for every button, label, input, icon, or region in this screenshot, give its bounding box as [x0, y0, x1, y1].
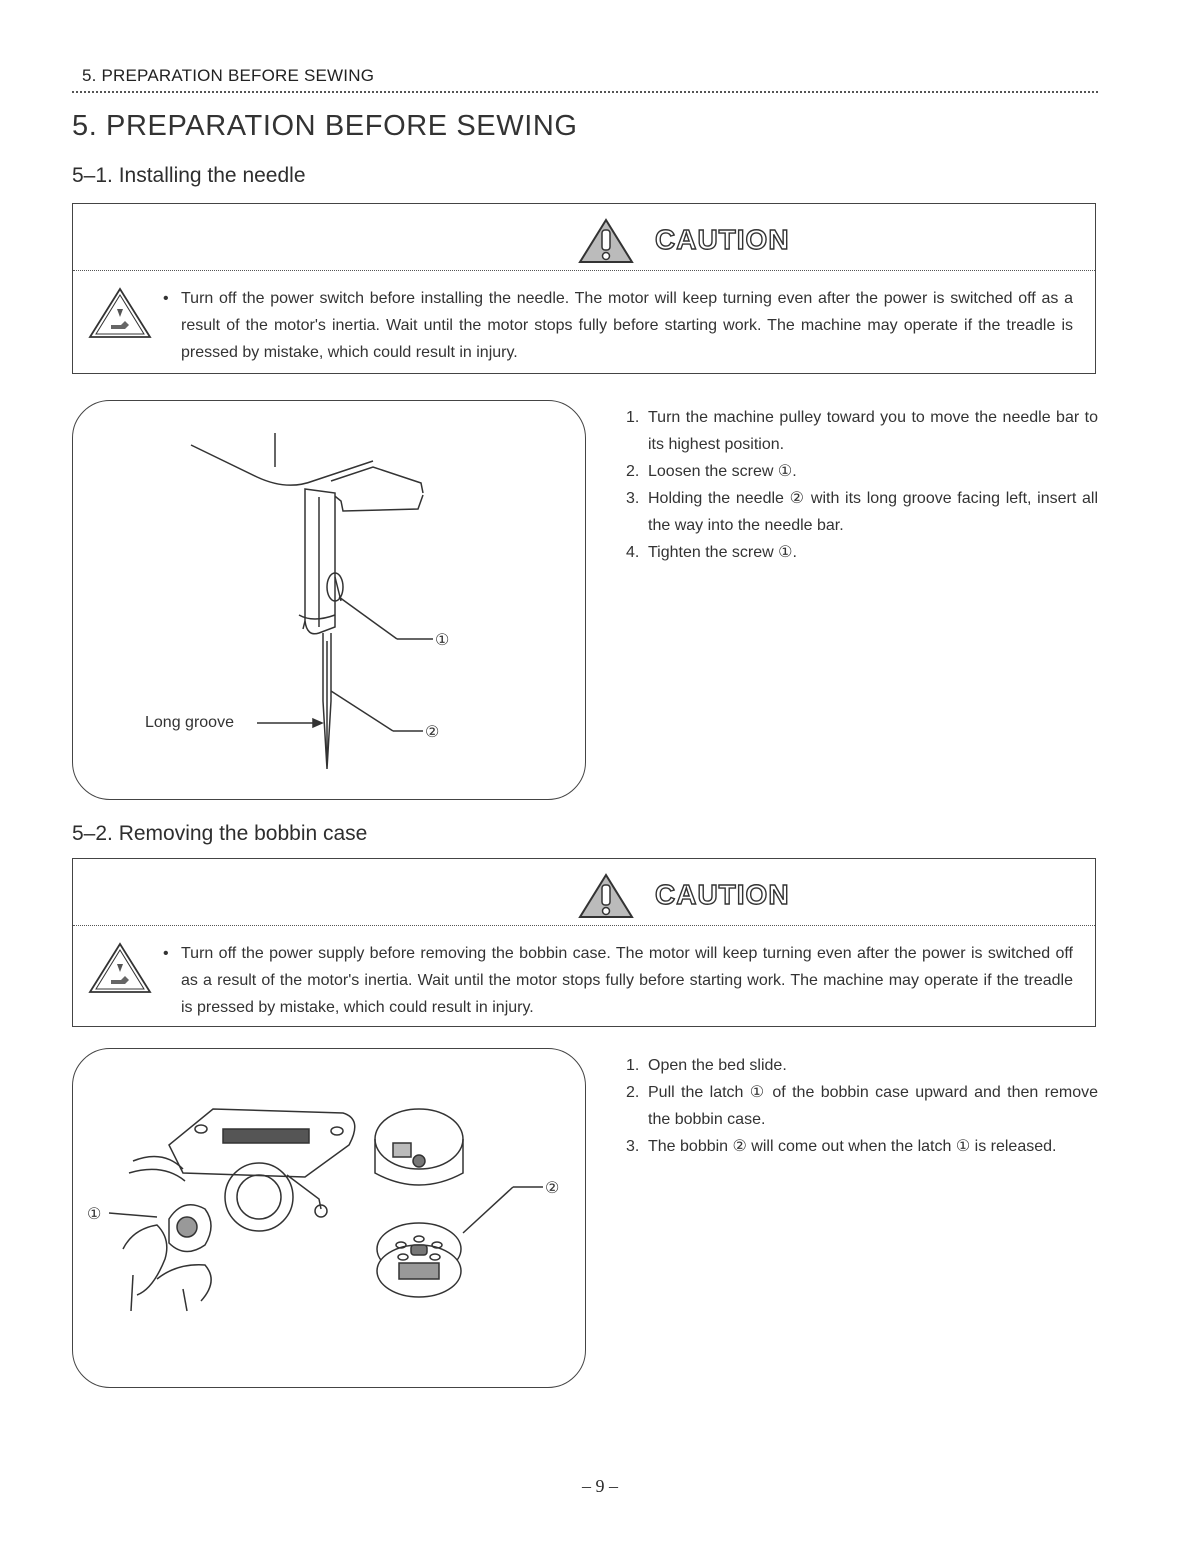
- bullet: •: [163, 945, 169, 962]
- list-item: [626, 539, 1098, 566]
- running-header: 5. PREPARATION BEFORE SEWING: [82, 66, 375, 85]
- needle-figure: [72, 400, 586, 800]
- caution-body: [73, 926, 1095, 1026]
- step-text: Tighten the screw ①.: [648, 544, 797, 561]
- step-text: Turn the machine pulley toward you to move the needle bar to its highest position.: [648, 409, 1098, 453]
- needle-illustration: [73, 401, 587, 801]
- page-number: – 9 –: [582, 1476, 618, 1496]
- caution-box-needle: [72, 203, 1096, 374]
- step-number: 2.: [626, 463, 640, 480]
- step-number: 3.: [626, 490, 640, 507]
- caution-paragraph: Turn off the power switch before installing the needle. The motor will keep turning even after the power is switched off as a result of the motor's inertia. Wait until the motor stops fully before starting work. The machine may operate if the treadle is pressed by mistake, which could result in injury.: [181, 290, 1073, 361]
- list-item: [626, 1052, 1098, 1079]
- step-number: 3.: [626, 1138, 640, 1155]
- callout-2: ②: [425, 724, 440, 741]
- page-title: 5. PREPARATION BEFORE SEWING: [72, 110, 578, 142]
- step-text: The bobbin ② will come out when the latch ① is released.: [648, 1138, 1057, 1155]
- step-text: Loosen the screw ①.: [648, 463, 797, 480]
- list-item: [626, 404, 1098, 458]
- caution-header: [73, 204, 1095, 271]
- step-text: Pull the latch ① of the bobbin case upward and then remove the bobbin case.: [648, 1084, 1098, 1128]
- label-long-groove: Long groove: [145, 714, 234, 731]
- list-item: [626, 1079, 1098, 1133]
- bullet: •: [163, 290, 169, 307]
- step-number: 4.: [626, 544, 640, 561]
- header-rule: [72, 91, 1098, 93]
- warning-triangle-icon: [578, 218, 634, 264]
- step-text: Holding the needle ② with its long groove facing left, insert all the way into the needle bar.: [648, 490, 1098, 534]
- step-number: 1.: [626, 1057, 640, 1074]
- hand-hazard-icon: [87, 285, 153, 341]
- caution-text: [163, 285, 1073, 366]
- caution-paragraph: Turn off the power supply before removing the bobbin case. The motor will keep turning even after the power is switched off as a result of the motor's inertia. Wait until the motor stops fully before starting work. The machine may operate if the treadle is pressed by mistake, which could result in injury.: [181, 945, 1073, 1016]
- steps-installing-needle: [626, 404, 1098, 566]
- caution-label: CAUTION: [655, 224, 790, 255]
- hand-hazard-icon: [87, 940, 153, 996]
- caution-header: [73, 859, 1095, 926]
- caution-body: [73, 271, 1095, 371]
- callout-2: ②: [545, 1180, 560, 1197]
- step-number: 1.: [626, 409, 640, 426]
- caution-box-bobbin: [72, 858, 1096, 1027]
- steps-removing-bobbin-case: [626, 1052, 1098, 1160]
- section-title-installing-needle: 5–1. Installing the needle: [72, 164, 306, 187]
- warning-triangle-icon: [578, 873, 634, 919]
- list-item: [626, 458, 1098, 485]
- list-item: [626, 485, 1098, 539]
- bobbin-case-figure: [72, 1048, 586, 1388]
- caution-label: CAUTION: [655, 879, 790, 910]
- list-item: [626, 1133, 1098, 1160]
- callout-1: ①: [435, 632, 450, 649]
- section-title-removing-bobbin-case: 5–2. Removing the bobbin case: [72, 822, 368, 845]
- caution-text: [163, 940, 1073, 1021]
- step-text: Open the bed slide.: [648, 1057, 787, 1074]
- callout-1: ①: [87, 1206, 102, 1223]
- bobbin-case-illustration: [73, 1049, 587, 1389]
- step-number: 2.: [626, 1084, 640, 1101]
